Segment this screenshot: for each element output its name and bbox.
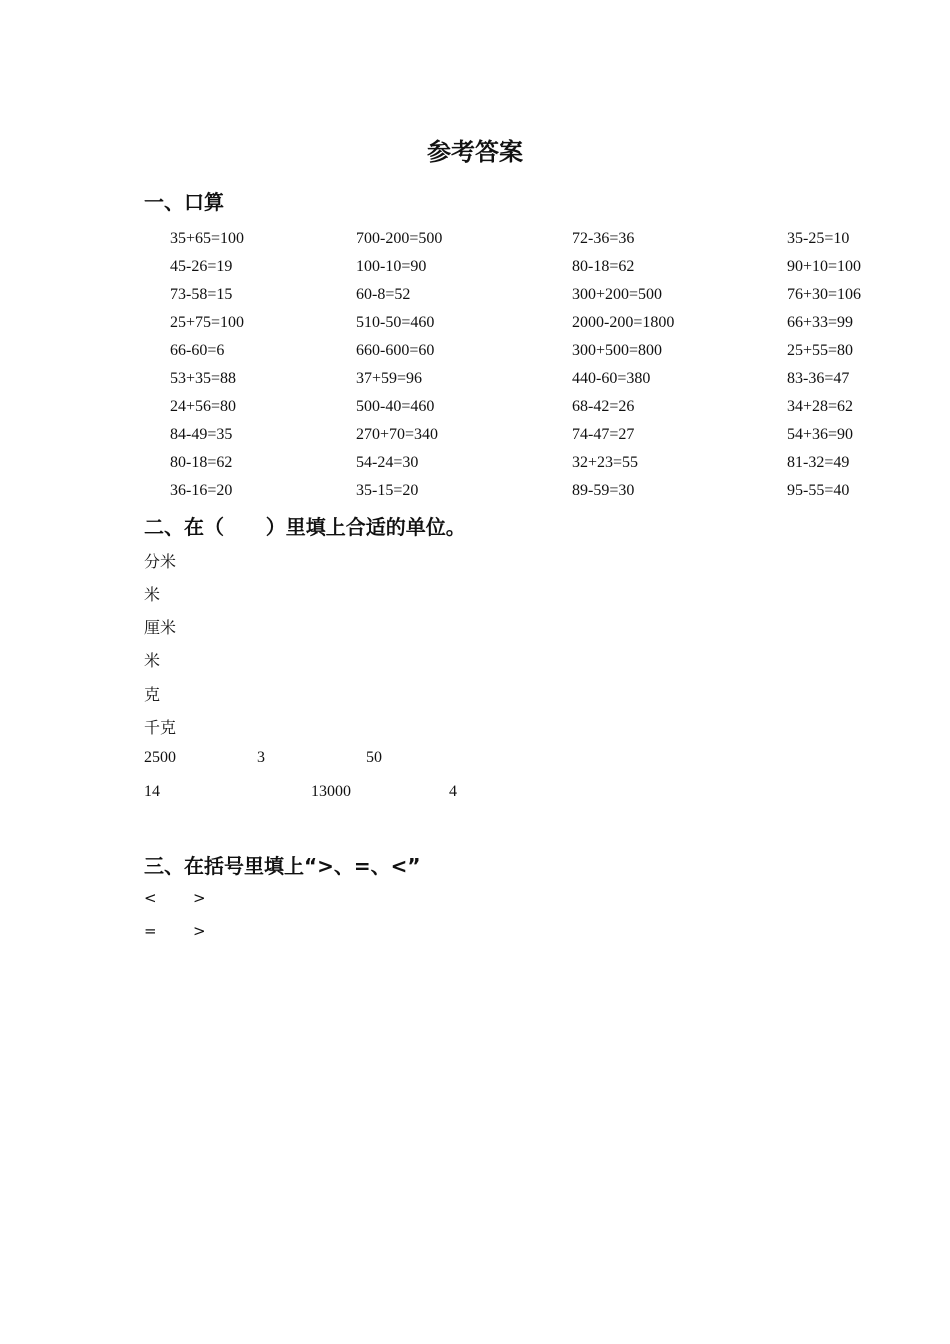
calc-item: 32+23=55 <box>572 454 639 471</box>
calc-item: 54+36=90 <box>787 426 854 443</box>
unit-answer: 米 <box>144 651 161 670</box>
calc-row <box>0 480 950 508</box>
calc-row <box>0 424 950 452</box>
calc-item: 80-18=62 <box>170 454 233 471</box>
conversion-answer: 14 <box>144 783 160 800</box>
calc-item: 54-24=30 <box>356 454 419 471</box>
calc-item: 24+56=80 <box>170 398 237 415</box>
calc-item: 60-8=52 <box>356 286 411 303</box>
calc-row <box>0 340 950 368</box>
calc-item: 36-16=20 <box>170 482 233 499</box>
calc-item: 95-55=40 <box>787 482 850 499</box>
unit-answer: 米 <box>144 585 161 604</box>
conversion-answer: 4 <box>449 783 457 800</box>
calc-item: 100-10=90 <box>356 258 427 275</box>
page-title: 参考答案 <box>427 138 523 166</box>
calc-item: 80-18=62 <box>572 258 635 275</box>
calc-item: 25+75=100 <box>170 314 245 331</box>
section3-heading: 三、在括号里填上“>、=、<” <box>144 854 421 878</box>
calc-item: 66+33=99 <box>787 314 854 331</box>
calc-row <box>0 452 950 480</box>
calc-grid <box>0 228 950 508</box>
unit-answer: 厘米 <box>144 618 177 637</box>
conversion-answer: 50 <box>366 749 382 766</box>
calc-item: 700-200=500 <box>356 230 443 247</box>
calc-item: 25+55=80 <box>787 342 854 359</box>
calc-item: 83-36=47 <box>787 370 850 387</box>
unit-answer: 克 <box>144 685 161 704</box>
calc-item: 510-50=460 <box>356 314 435 331</box>
calc-item: 660-600=60 <box>356 342 435 359</box>
calc-item: 84-49=35 <box>170 426 233 443</box>
calc-item: 2000-200=1800 <box>572 314 675 331</box>
calc-item: 35-25=10 <box>787 230 850 247</box>
calc-item: 34+28=62 <box>787 398 854 415</box>
calc-item: 81-32=49 <box>787 454 850 471</box>
calc-item: 89-59=30 <box>572 482 635 499</box>
section2-heading: 二、在（ ）里填上合适的单位。 <box>144 515 466 539</box>
unit-answer: 分米 <box>144 552 177 571</box>
calc-row <box>0 368 950 396</box>
compare-answer: > <box>193 922 206 940</box>
calc-item: 35+65=100 <box>170 230 245 247</box>
calc-item: 68-42=26 <box>572 398 635 415</box>
calc-row <box>0 228 950 256</box>
calc-row <box>0 256 950 284</box>
calc-item: 270+70=340 <box>356 426 439 443</box>
calc-item: 90+10=100 <box>787 258 862 275</box>
calc-item: 76+30=106 <box>787 286 862 303</box>
calc-item: 37+59=96 <box>356 370 423 387</box>
calc-row <box>0 396 950 424</box>
calc-row <box>0 284 950 312</box>
section1-heading: 一、口算 <box>144 190 224 214</box>
unit-answer: 千克 <box>144 718 177 737</box>
calc-item: 300+200=500 <box>572 286 663 303</box>
compare-answer: > <box>193 889 206 907</box>
calc-item: 72-36=36 <box>572 230 635 247</box>
calc-item: 66-60=6 <box>170 342 225 359</box>
conversion-answer: 3 <box>257 749 265 766</box>
calc-item: 500-40=460 <box>356 398 435 415</box>
conversion-answer: 2500 <box>144 749 176 766</box>
conversion-answer: 13000 <box>311 783 351 800</box>
calc-item: 45-26=19 <box>170 258 233 275</box>
calc-item: 300+500=800 <box>572 342 663 359</box>
compare-answer: = <box>144 922 157 940</box>
calc-item: 53+35=88 <box>170 370 237 387</box>
calc-item: 35-15=20 <box>356 482 419 499</box>
calc-row <box>0 312 950 340</box>
compare-answer: < <box>144 889 157 907</box>
calc-item: 73-58=15 <box>170 286 233 303</box>
calc-item: 440-60=380 <box>572 370 651 387</box>
calc-item: 74-47=27 <box>572 426 635 443</box>
